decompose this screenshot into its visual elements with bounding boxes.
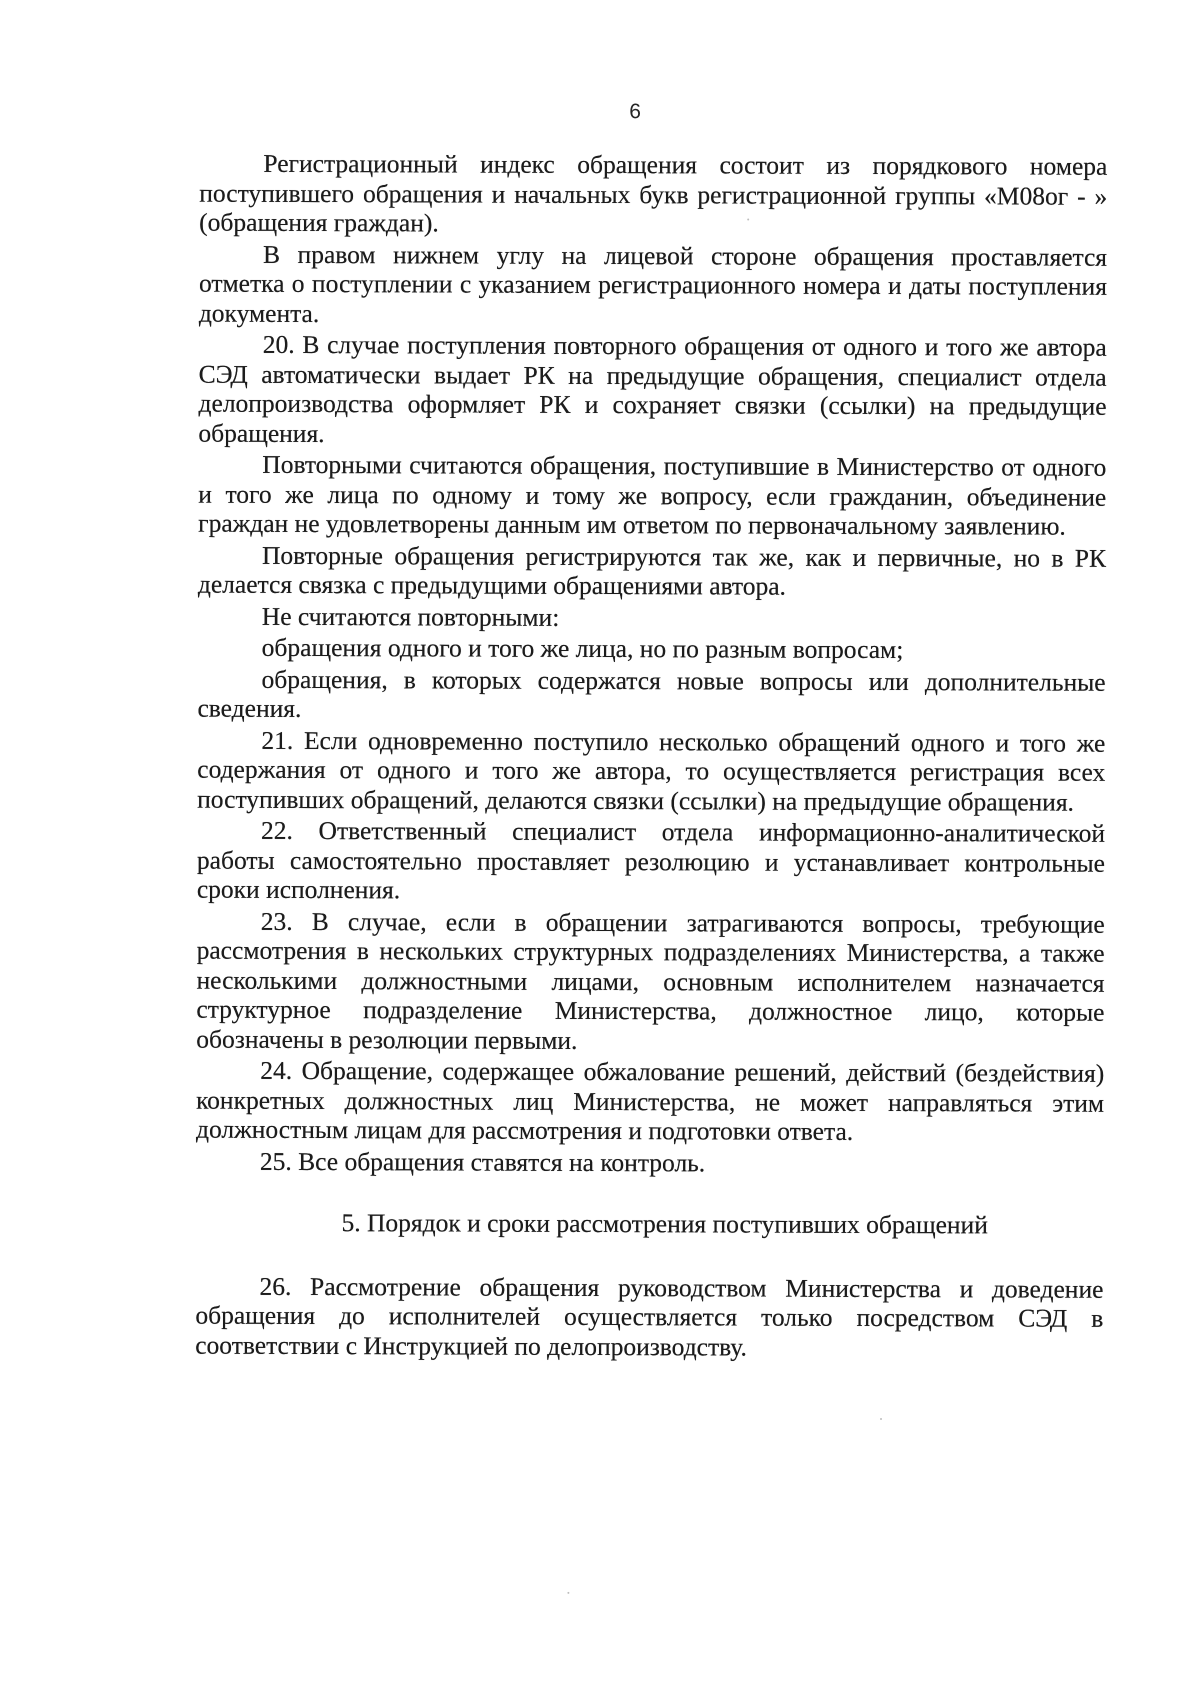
section-heading: 5. Порядок и сроки рассмотрения поступивших обращений (341, 1208, 988, 1240)
paragraph-repeated-registration: Повторные обращения регистрируются так же, как и первичные, но в РК делается связка с предыдущими обращениями автора. (197, 540, 1107, 601)
paragraph-item-20: 20. В случае поступления повторного обращения от одного и того же автора СЭД автоматически выдает РК на предыдущие обращения, специалист отдела делопроизводства оформляет РК и сохраняет связки (ссылки) на предыдущие обращения. (198, 329, 1107, 448)
paragraph-not-repeated: Не считаются повторными: (261, 601, 560, 632)
paragraph-item-24: 24. Обращение, содержащее обжалование решений, действий (бездействия) конкретных должностных лиц Министерства, не может направляться этим должностным лицам для рассмотрения и подготовки ответа. (195, 1055, 1105, 1146)
scan-speck (567, 1592, 569, 1594)
paragraph-item-25: 25. Все обращения ставятся на контроль. (259, 1146, 706, 1177)
paragraph-item-26: 26. Рассмотрение обращения руководством Министерства и доведение обращения до исполнителей осуществляется только посредством СЭД в соответствии с Инструкцией по делопроизводству. (195, 1271, 1104, 1362)
document-body (195, 149, 1107, 1365)
paragraph-item-22: 22. Ответственный специалист отдела информационно-аналитической работы самостоятельно проставляет резолюцию и устанавливает контрольные сроки исполнения. (196, 815, 1106, 905)
paragraph-receipt-mark: В правом нижнем углу на лицевой стороне обращения проставляется отметка о поступлении с указанием регистрационного номера и даты поступления документа. (198, 239, 1108, 328)
scan-speck (747, 219, 749, 221)
paragraph-item-21: 21. Если одновременно поступило несколько обращений одного и того же содержания от одного и того же автора, то осуществляется регистрация всех поступивших обращений, делаются связки (ссылки) на предыдущие обращения. (197, 725, 1106, 817)
paragraph-repeated-definition: Повторными считаются обращения, поступившие в Министерство от одного и того же лица по одному и тому же вопросу, если гражданин, объединение граждан не удовлетворены данным им ответом по первоначальному заявлению. (198, 449, 1107, 541)
paragraph-not-repeated-case-1: обращения одного и того же лица, но по разным вопросам; (261, 632, 904, 665)
scan-speck (880, 1418, 882, 1420)
paragraph-registration-index: Регистрационный индекс обращения состоит из порядкового номера поступившего обращения и начальных букв регистрационной группы «М08ог - » (обращения граждан). (199, 148, 1108, 238)
paragraph-item-23: 23. В случае, если в обращении затрагиваются вопросы, требующие рассмотрения в нескольких структурных подразделениях Министерства, а также несколькими должностными лицами, основным исполнителем назначается структурное подразделение Министерства, должностное лицо, которые обозначены в резолюции первыми. (196, 906, 1105, 1055)
paragraph-not-repeated-case-2: обращения, в которых содержатся новые вопросы или дополнительные сведения. (197, 664, 1106, 723)
page-number: 6 (629, 100, 641, 124)
